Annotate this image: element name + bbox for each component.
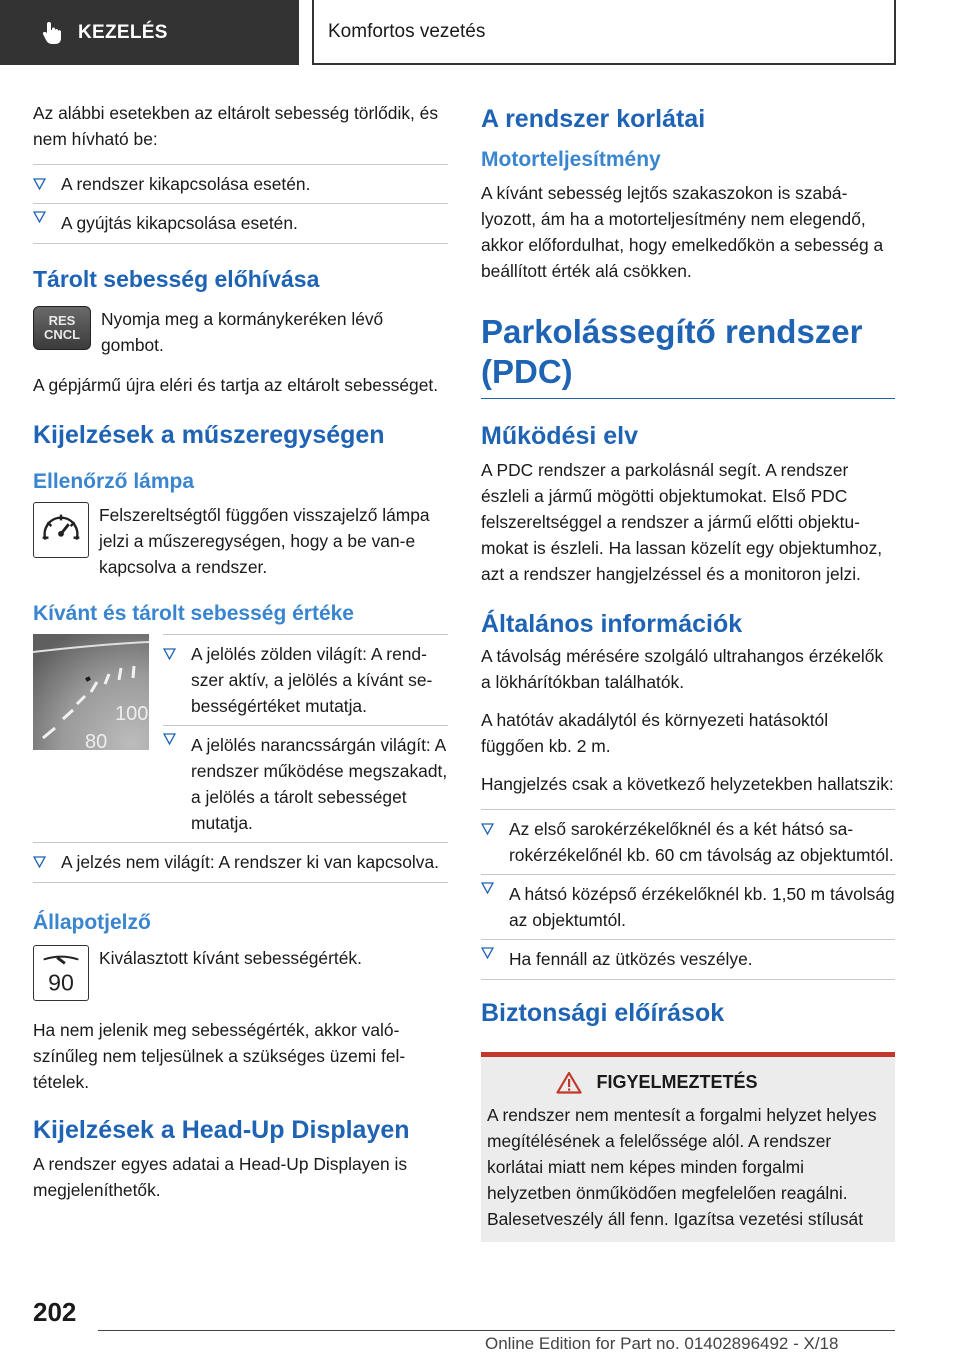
- warning-header: [487, 1071, 827, 1094]
- page-number: 202: [33, 1297, 77, 1327]
- general-list: [481, 809, 895, 980]
- lamp-row: [33, 502, 448, 580]
- general-p1: A távolság mérésére szolgáló ultrahangos érzékelők a lökhárítókban találhatók.: [481, 646, 884, 692]
- footer-rule: [98, 1330, 895, 1331]
- warning-text: A rendszer nem mentesít a forgalmi helyzet helyes megítélésének a felelőssége alól. A rendszer korlátai miatt nem képes minden forgalmi helyzetben önműködően megfelelően reagálni. Balesetveszély áll fenn. Igazítsa vezetési stílusát: [487, 1105, 877, 1229]
- right-column: [481, 90, 895, 1242]
- list-item: Az első sarokérzékelőknél és a két hátsó sarokérzékelőnél kb. 60 cm távolság az objektumtól.: [481, 816, 895, 868]
- warning-box: [481, 1052, 895, 1242]
- list-item: A hátsó középső érzékelőknél kb. 1,50 m távolság az objektumtól.: [481, 874, 895, 933]
- list-item: A gyújtás kikapcsolása esetén.: [33, 203, 448, 236]
- recall-heading: Tárolt sebesség előhívása: [33, 266, 320, 292]
- status-heading: Állapotjelző: [33, 911, 151, 934]
- status-number: 90: [48, 969, 74, 996]
- chapter-label: Komfortos vezetés: [328, 20, 486, 42]
- section-label: KEZELÉS: [78, 21, 168, 43]
- triangle-bullet-icon: [481, 882, 494, 894]
- gauge-number-80: 80: [85, 731, 108, 750]
- hud-heading: Kijelzések a Head-Up Displayen: [33, 1116, 410, 1144]
- safety-heading: Biztonsági előírások: [481, 999, 725, 1027]
- speed-heading: Kívánt és tárolt sebesség értéke: [33, 602, 354, 625]
- limits-heading: A rendszer korlátai: [481, 105, 706, 133]
- intro-list: [33, 164, 448, 244]
- speedometer-gauge-image: [33, 634, 149, 750]
- lamp-heading: Ellenőrző lámpa: [33, 470, 195, 493]
- list-item: A rendszer kikapcsolása esetén.: [33, 171, 448, 197]
- res-cncl-button-icon: RES CNCL: [33, 306, 91, 350]
- recall-result: A gépjármű újra eléri és tartja az eltárolt sebességet.: [33, 375, 439, 395]
- triangle-bullet-icon: [481, 947, 494, 959]
- status-row: [33, 945, 448, 1001]
- engine-text: A kívánt sebesség lejtős szakaszokon is szabályozott, ám ha a motorteljesítmény nem elegendő, akkor előfordulhat, hogy emelkedőkön a sebesség a beállított érték alá csökken.: [481, 183, 884, 281]
- cruise-control-lamp-icon: [33, 502, 89, 558]
- engine-heading: Motorteljesítmény: [481, 148, 661, 171]
- triangle-bullet-icon: [33, 178, 46, 190]
- title-rule: [481, 398, 895, 399]
- list-item: A jelzés nem világít: A rendszer ki van kapcsolva.: [33, 849, 448, 875]
- list-item: Ha fennáll az ütközés veszélye.: [481, 939, 895, 972]
- triangle-bullet-icon: [163, 733, 176, 745]
- general-p3: Hangjelzés csak a következő helyzetekben hallatszik:: [481, 774, 894, 794]
- speed-list: [163, 634, 448, 836]
- speed-status-icon: [33, 945, 89, 1001]
- status-text: Kiválasztott kívánt sebességérték.: [99, 948, 362, 968]
- pdc-title: Parkolássegítő rendszer (PDC): [481, 313, 863, 390]
- footer-edition: Online Edition for Part no. 01402896492 - X/18: [485, 1334, 839, 1353]
- warning-triangle-icon: [556, 1071, 582, 1094]
- triangle-bullet-icon: [163, 648, 176, 660]
- lamp-text: Felszereltségtől függően visszajelző lámpa jelzi a műszeregységen, hogy a be van-e kapcsolva a rendszer.: [99, 505, 430, 577]
- status-note: Ha nem jelenik meg sebességérték, akkor valószínűleg nem teljesülnek a szükséges üzemi feltételek.: [33, 1020, 406, 1092]
- triangle-bullet-icon: [33, 856, 46, 868]
- speed-row: [33, 634, 448, 836]
- hud-text: A rendszer egyes adatai a Head-Up Displayen is megjeleníthetők.: [33, 1154, 408, 1200]
- triangle-bullet-icon: [481, 823, 494, 835]
- left-column: [33, 100, 448, 1215]
- general-heading: Általános információk: [481, 610, 743, 638]
- chapter-header: [312, 0, 896, 65]
- triangle-bullet-icon: [33, 211, 46, 223]
- gauge-number-100: 100: [115, 703, 149, 725]
- hand-pointer-icon: [40, 20, 66, 46]
- warning-title: FIGYELMEZTETÉS: [596, 1072, 758, 1092]
- intro-text: Az alábbi esetekben az eltárolt sebesség törlődik, és nem hívható be:: [33, 103, 439, 149]
- principle-text: A PDC rendszer a parkolásnál segít. A rendszer észleli a jármű mögötti objektumokat. Első PDC felszereltséggel a rendszer a jármű előtti objektumokat is észleli. Ha lassan közelít egy objektumhoz, azt a rendszer hangjelzéssel és a monitoron jelzi.: [481, 460, 883, 584]
- speed-list-full: [33, 842, 448, 883]
- list-item: A jelölés narancssárgán világít: A rendszer működése megszakadt, a jelölés a tárolt sebességet mutatja.: [163, 725, 448, 836]
- principle-heading: Működési elv: [481, 422, 638, 450]
- section-tab: [0, 0, 299, 65]
- recall-text: Nyomja meg a kormánykeréken lévő gombot.: [101, 309, 384, 355]
- general-p2: A hatótáv akadálytól és környezeti hatásoktól függően kb. 2 m.: [481, 710, 829, 756]
- list-item: A jelölés zölden világít: A rendszer aktív, a jelölés a kívánt sebességértéket mutatja.: [163, 641, 448, 719]
- recall-row: [33, 306, 448, 358]
- display-heading: Kijelzések a műszeregységen: [33, 421, 385, 449]
